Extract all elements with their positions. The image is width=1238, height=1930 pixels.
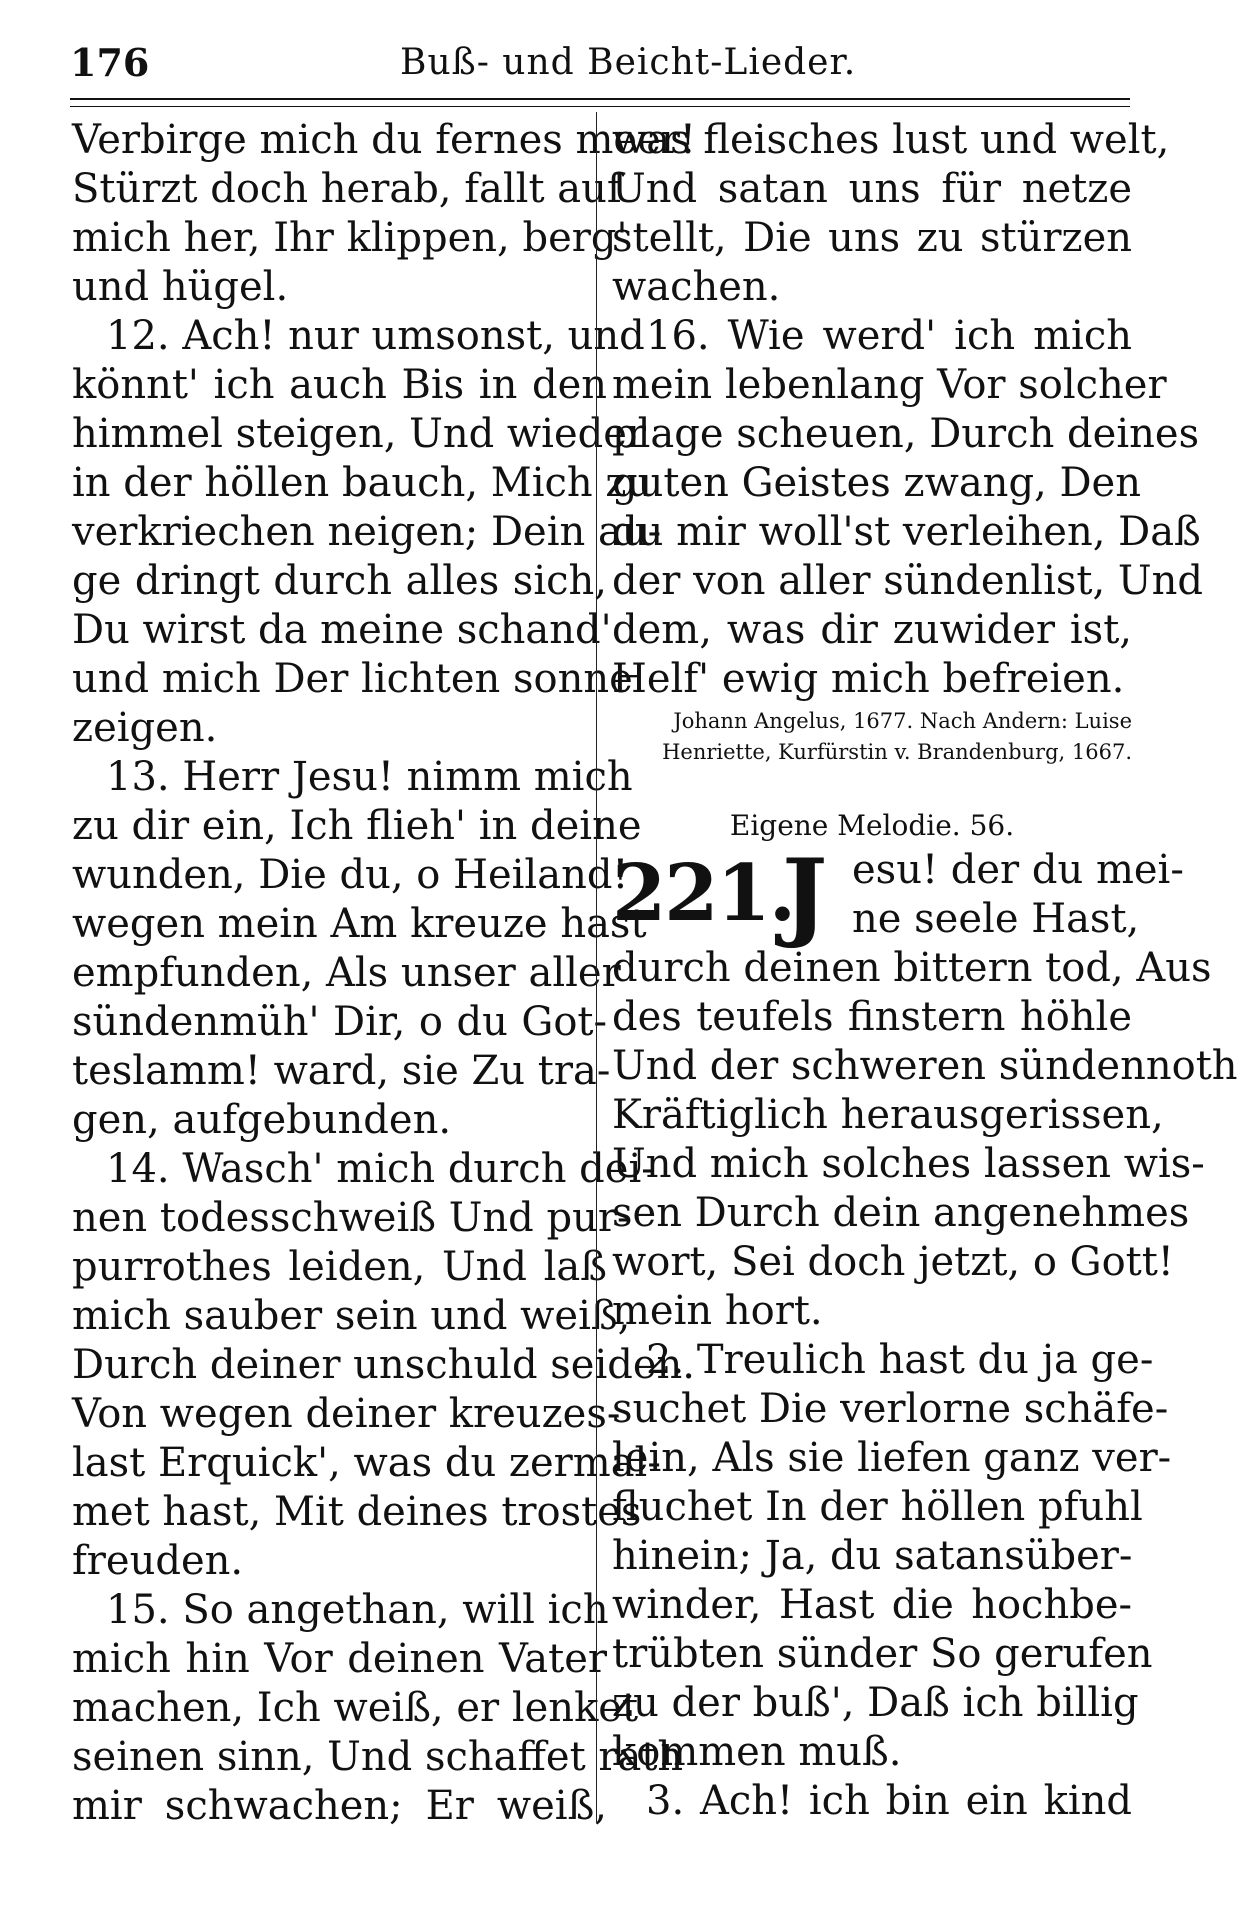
text-line: plage scheuen, Durch deines xyxy=(612,411,1200,457)
text-line: fluchet In der höllen pfuhl xyxy=(612,1484,1143,1530)
text-line: sen Durch dein angenehmes xyxy=(612,1190,1190,1236)
verse-start-line: 13. Herr Jesu! nimm mich xyxy=(106,754,633,800)
melody-reference: Eigene Melodie. 56. xyxy=(729,809,1015,842)
header-rule-thin xyxy=(70,106,1130,107)
text-line: mich sauber sein und weiß, xyxy=(72,1293,631,1339)
text-line: guten Geistes zwang, Den xyxy=(612,460,1141,506)
text-line: suchet Die verlorne schäfe- xyxy=(612,1386,1169,1432)
text-line: purrothes leiden, Und laß xyxy=(72,1244,607,1290)
text-line: machen, Ich weiß, er lenket xyxy=(72,1685,639,1731)
text-line: winder, Hast die hochbe- xyxy=(612,1582,1132,1628)
text-line: mein hort. xyxy=(612,1288,823,1334)
text-line: Und der schweren sündennoth xyxy=(612,1043,1238,1089)
text-line: Durch deiner unschuld seiden. xyxy=(72,1342,696,1388)
text-line: Von wegen deiner kreuzes- xyxy=(72,1391,621,1437)
hymn-opening xyxy=(612,838,1184,951)
text-line: wunden, Die du, o Heiland! xyxy=(72,852,629,898)
page-number: 176 xyxy=(70,40,150,85)
verse-start-line: 3. Ach! ich bin ein kind xyxy=(646,1778,1132,1824)
text-line: stellt, Die uns zu stürzen xyxy=(612,215,1132,261)
text-line: hinein; Ja, du satansüber- xyxy=(612,1533,1133,1579)
text-line: und hügel. xyxy=(72,264,289,310)
text-line: ne seele Hast, xyxy=(852,896,1140,942)
text-line: sündenmüh' Dir, o du Got- xyxy=(72,999,607,1045)
text-line: dem, was dir zuwider ist, xyxy=(612,607,1132,653)
text-line: wort, Sei doch jetzt, o Gott! xyxy=(612,1239,1174,1285)
verse-start-line: 2. Treulich hast du ja ge- xyxy=(646,1337,1154,1383)
text-line: Und mich solches lassen wis- xyxy=(612,1141,1205,1187)
hymn-number: 221. xyxy=(612,848,794,939)
text-line: met hast, Mit deines trostes xyxy=(72,1489,642,1535)
text-line: teslamm! ward, sie Zu tra- xyxy=(72,1048,611,1094)
column-divider xyxy=(596,112,597,1822)
text-line: wachen. xyxy=(612,264,781,310)
text-line: wegen mein Am kreuze hast xyxy=(72,901,647,947)
text-line: zu dir ein, Ich flieh' in deine xyxy=(72,803,642,849)
text-line: könnt' ich auch Bis in den xyxy=(72,362,607,408)
page-header xyxy=(70,40,1130,90)
text-line: und mich Der lichten sonne xyxy=(72,656,633,702)
text-line: mir schwachen; Er weiß, xyxy=(72,1783,607,1829)
left-column xyxy=(72,116,696,1831)
text-line: verkriechen neigen; Dein au- xyxy=(72,509,662,555)
verse-start-line: 14. Wasch' mich durch dei- xyxy=(106,1146,655,1192)
running-head: Buß- und Beicht-Lieder. xyxy=(400,42,857,83)
header-rule xyxy=(70,98,1130,100)
drop-cap-initial: J xyxy=(782,838,828,951)
text-line: gen, aufgebunden. xyxy=(72,1097,452,1143)
text-line: zu der buß', Daß ich billig xyxy=(612,1680,1139,1726)
text-line: esu! der du mei- xyxy=(852,847,1184,893)
text-line: Verbirge mich du fernes meer! xyxy=(72,117,696,163)
author-attribution-continued: Henriette, Kurfürstin v. Brandenburg, 1667. xyxy=(662,740,1132,764)
text-line: Helf' ewig mich befreien. xyxy=(612,656,1125,702)
text-line: kommen muß. xyxy=(612,1729,902,1775)
text-line: trübten sünder So gerufen xyxy=(612,1631,1153,1677)
hymn-first-lines xyxy=(852,846,1184,944)
text-line: himmel steigen, Und wieder xyxy=(72,411,647,457)
text-line: mein lebenlang Vor solcher xyxy=(612,362,1167,408)
text-line: Du wirst da meine schand' xyxy=(72,607,612,653)
text-line: mich her, Ihr klippen, berg' xyxy=(72,215,628,261)
text-line: Kräftiglich herausgerissen, xyxy=(612,1092,1164,1138)
right-column xyxy=(612,116,1238,1826)
text-line: zeigen. xyxy=(72,705,218,751)
verse-start-line: 15. So angethan, will ich xyxy=(106,1587,609,1633)
text-line: lein, Als sie liefen ganz ver- xyxy=(612,1435,1172,1481)
verse-start-line: 12. Ach! nur umsonst, und xyxy=(106,313,645,359)
text-line: in der höllen bauch, Mich zu xyxy=(72,460,653,506)
text-line: ge dringt durch alles sich, xyxy=(72,558,607,604)
text-line: Stürzt doch herab, fallt auf xyxy=(72,166,622,212)
text-line: du mir woll'st verleihen, Daß xyxy=(612,509,1201,555)
verse-start-line: 16. Wie werd' ich mich xyxy=(646,313,1132,359)
text-line: seinen sinn, Und schaffet rath xyxy=(72,1734,684,1780)
text-line: last Erquick', was du zermal- xyxy=(72,1440,661,1486)
text-line: empfunden, Als unser aller xyxy=(72,950,621,996)
text-line: der von aller sündenlist, Und xyxy=(612,558,1203,604)
text-line: Und satan uns für netze xyxy=(612,166,1132,212)
text-line: des teufels finstern höhle xyxy=(612,994,1132,1040)
author-attribution: Johann Angelus, 1677. Nach Andern: Luise xyxy=(673,709,1132,733)
text-line: nen todesschweiß Und pur- xyxy=(72,1195,631,1241)
text-line: freuden. xyxy=(72,1538,244,1584)
text-line: durch deinen bittern tod, Aus xyxy=(612,945,1212,991)
text-line: was fleisches lust und welt, xyxy=(612,117,1170,163)
text-line: mich hin Vor deinen Vater xyxy=(72,1636,607,1682)
